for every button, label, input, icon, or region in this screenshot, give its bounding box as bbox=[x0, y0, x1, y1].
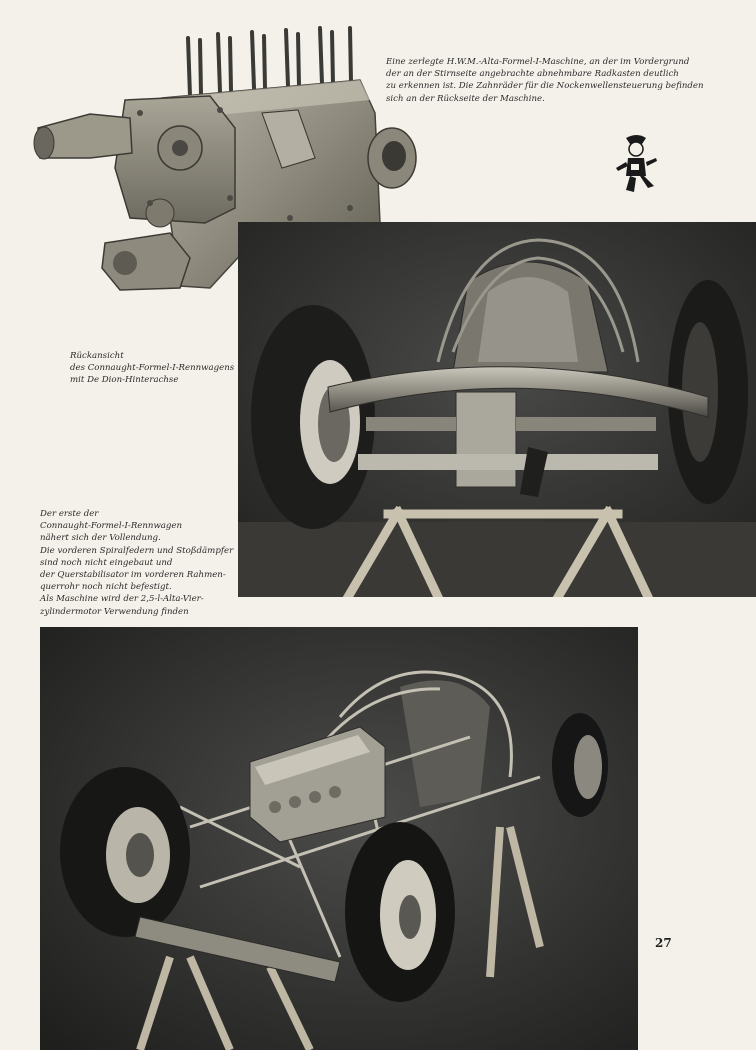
caption-line: zylindermotor Verwendung finden bbox=[40, 606, 189, 617]
caption-line: des Connaught-Formel-I-Rennwagens bbox=[70, 363, 235, 374]
caption-line: sich an der Rückseite der Maschine. bbox=[386, 93, 545, 104]
front-view-caption bbox=[40, 508, 235, 618]
rear-view-caption bbox=[70, 350, 235, 387]
caption-line: nähert sich der Vollendung. bbox=[40, 533, 161, 544]
page-number: 27 bbox=[655, 936, 672, 950]
caption-line: mit De Dion-Hinterachse bbox=[70, 375, 179, 386]
caption-line: Connaught-Formel-I-Rennwagen bbox=[40, 521, 183, 532]
mascot-figure-icon bbox=[612, 132, 662, 198]
caption-line: Als Maschine wird der 2,5-l-Alta-Vier- bbox=[40, 594, 204, 605]
engine-caption bbox=[386, 56, 704, 105]
caption-line: querrohr noch nicht befestigt. bbox=[40, 582, 172, 593]
caption-line: Eine zerlegte H.W.M.-Alta-Formel-I-Maschine, an der im Vordergrund bbox=[386, 57, 690, 67]
caption-line: der an der Stirnseite angebrachte abnehmbare Radkasten deutlich bbox=[386, 69, 679, 80]
rear-view-photo bbox=[238, 222, 756, 597]
caption-line: zu erkennen ist. Die Zahnräder für die Nockenwellensteuerung befinden bbox=[386, 81, 704, 92]
caption-line: sind noch nicht eingebaut und bbox=[40, 557, 173, 568]
caption-line: der Querstabilisator im vorderen Rahmen- bbox=[40, 570, 226, 581]
front-view-photo bbox=[40, 627, 638, 1050]
caption-line: Rückansicht bbox=[70, 351, 124, 361]
caption-line: Der erste der bbox=[40, 509, 99, 519]
caption-line: Die vorderen Spiralfedern und Stoßdämpfer bbox=[40, 545, 234, 556]
